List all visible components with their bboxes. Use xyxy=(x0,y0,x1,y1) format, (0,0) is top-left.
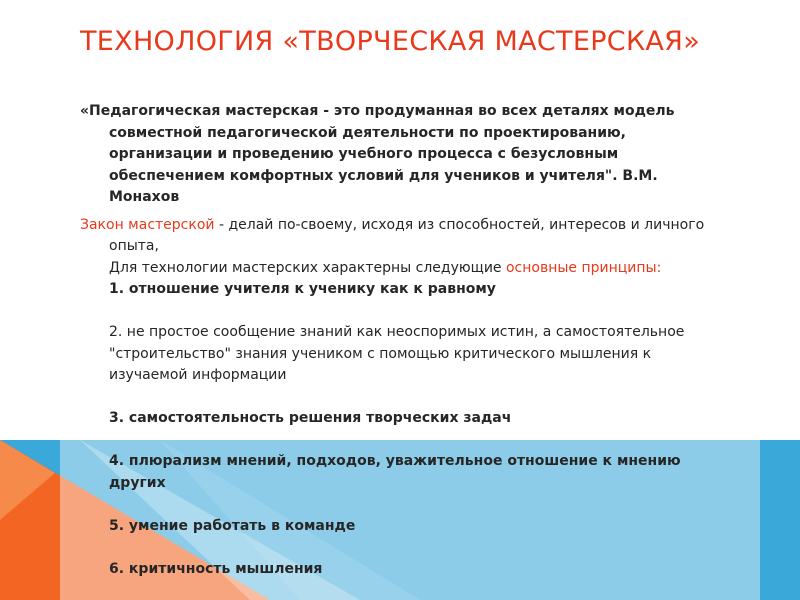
quote-paragraph xyxy=(80,101,730,209)
quote-text: «Педагогическая мастерская - это продуманная во всех деталях модель совместной педагогической деятельности по проектированию, организации и проведению учебного процесса с безусловным обеспечением комфортных условий для учеников и учителя". xyxy=(80,103,675,184)
list-spacer xyxy=(80,494,730,516)
principle-item-5: 5. умение работать в команде xyxy=(109,517,356,534)
principles-colon: : xyxy=(656,259,662,276)
list-spacer xyxy=(80,387,730,409)
list-spacer xyxy=(80,537,730,559)
principle-item-2: 2. не простое сообщение знаний как неоспоримых истин, а самостоятельное "строительство" знания учеником с помощью критического мышления к изучаемой информации xyxy=(109,324,685,383)
quote-author: В.М. Монахов xyxy=(109,167,658,205)
principle-item-6: 6. критичность мышления xyxy=(109,560,323,577)
slide-body xyxy=(80,101,730,580)
law-label: Закон мастерской xyxy=(80,216,215,233)
slide-title: ТЕХНОЛОГИЯ «ТВОРЧЕСКАЯ МАСТЕРСКАЯ» xyxy=(80,26,701,57)
law-paragraph xyxy=(80,215,730,258)
principles-label: основные принципы xyxy=(505,259,657,276)
principle-item-4: 4. плюрализм мнений, подходов, уважительное отношение к мнению других xyxy=(109,453,681,491)
law-text: - делай по-своему, исходя из способностей, интересов и личного опыта, xyxy=(109,216,705,254)
principles-intro xyxy=(80,258,730,280)
list-spacer xyxy=(80,301,730,323)
principle-item-1: 1. отношение учителя к ученику как к равному xyxy=(109,281,496,297)
principle-item-3: 3. самостоятельность решения творческих задач xyxy=(109,410,512,426)
list-spacer xyxy=(80,430,730,452)
principles-intro-text: Для технологии мастерских характерны следующие xyxy=(109,259,506,276)
